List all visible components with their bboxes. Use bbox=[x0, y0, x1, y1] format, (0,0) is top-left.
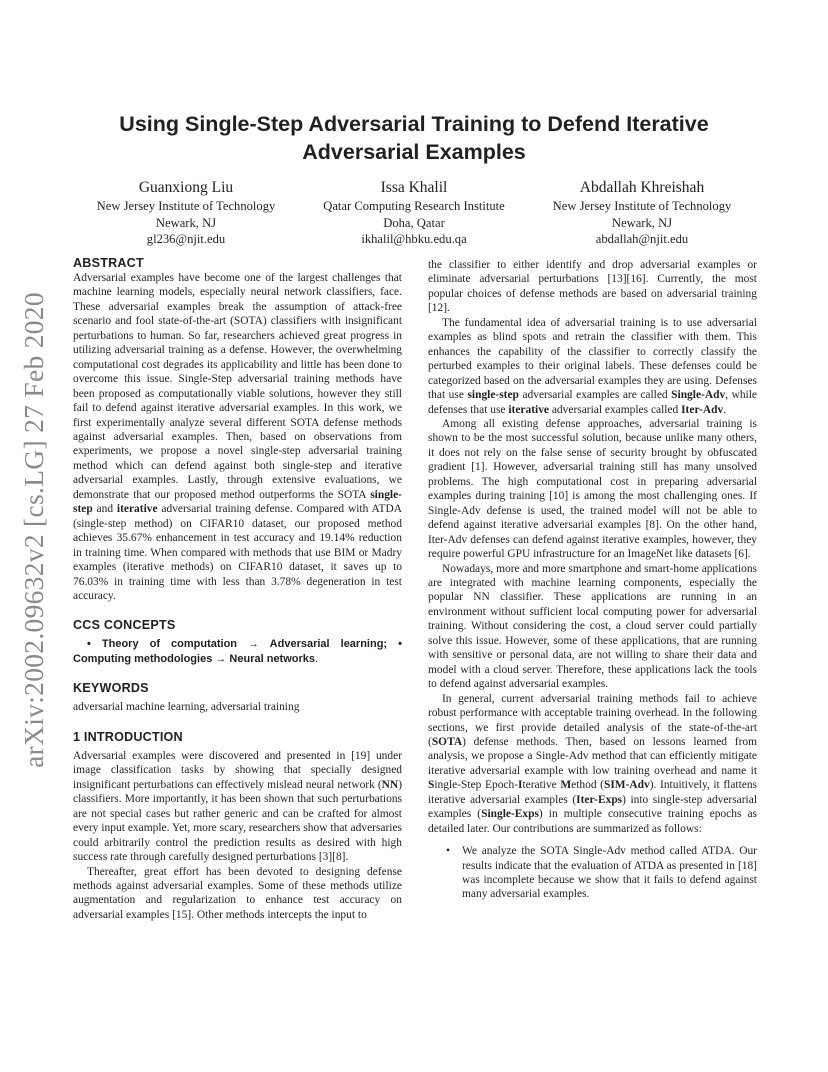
keywords-text: adversarial machine learning, adversarial training bbox=[73, 701, 300, 714]
intro-paragraph-2: Thereafter, great effort has been devoted to designing defense methods against adversarial examples. Some of these methods utilize augmentation and regularization to enhance test accuracy on adversarial examples [15]. Other methods intercepts the input to bbox=[73, 865, 402, 921]
arxiv-identifier-text: arXiv:2002.09632v2 [cs.LG] 27 Feb 2020 bbox=[18, 292, 49, 768]
intro-paragraph-5: Among all existing defense approaches, adversarial training is shown to be the most successful solution, because unlike many others, it does not rely on the false sense of security brought by obfuscated gradient [1]. However, adversarial training still has many unsolved problems. The high computational cost in preparing adversarial examples during training [10] is among the most challenging ones. If Single-Adv defense is used, the trained model will not be able to defend against iterative adversarial examples [8]. On the other hand, Iter-Adv defenses can defend against iterative examples, however, they require powerful GPU infrastructure for an ImageNet like datasets [6]. bbox=[428, 417, 757, 561]
author-name: Abdallah Khreishah bbox=[579, 179, 705, 196]
author-affiliation: New Jersey Institute of Technology bbox=[96, 199, 276, 213]
author-location: Doha, Qatar bbox=[383, 215, 445, 230]
author-location: Newark, NJ bbox=[155, 215, 217, 230]
author-block bbox=[72, 178, 756, 248]
author-email: abdallah@njit.edu bbox=[595, 232, 689, 246]
author-2 bbox=[300, 178, 528, 248]
contributions-list bbox=[428, 844, 757, 902]
left-column bbox=[73, 255, 402, 922]
abstract-text: Adversarial examples have become one of the largest challenges that machine learning models, especially neural network classifiers, face. These adversarial examples break the assumption of attack-free scenario and fool state-of-the-art (SOTA) classifiers with insignificant perturbations to human. So far, researchers achieved great progress in utilizing adversarial training as a defense. However, the overwhelming computational cost degrades its applicability and little has been done to overcome this issue. Single-Step adversarial training methods have been proposed as computationally viable solutions, however they still fail to defend against iterative adversarial examples. In this work, we first experimentally analyze several different SOTA defense methods against adversarial examples. Then, based on observations from experiments, we propose a novel single-step adversarial training method which can defend against both single-step and iterative adversarial examples. Lastly, through extensive evaluations, we demonstrate that our proposed method outperforms the SOTA single-step and iterative adversarial training defense. Compared with ATDA (single-step method) on CIFAR10 dataset, our proposed method achieves 35.67% enhancement in test accuracy and 19.14% reduction in training time. When compared with methods that use BIM or Madry examples (iterative methods) on CIFAR10 dataset, it saves up to 76.03% in training time with less than 3.78% degeneration in test accuracy. bbox=[73, 272, 403, 602]
author-email: gl236@njit.edu bbox=[146, 232, 226, 246]
author-1 bbox=[72, 178, 300, 248]
arxiv-identifier bbox=[9, 290, 59, 770]
author-3 bbox=[528, 178, 756, 248]
author-name: Guanxiong Liu bbox=[138, 179, 234, 196]
ccs-concepts: • Theory of computation → Adversarial learning; • Computing methodologies → Neural networks. bbox=[73, 638, 402, 665]
intro-paragraph-3: the classifier to either identify and drop adversarial examples or eliminate adversarial perturbations [13][16]. Currently, the most popular choices of defense methods are based on adversarial training [12]. bbox=[428, 259, 757, 315]
introduction-heading: 1 INTRODUCTION bbox=[73, 729, 183, 744]
right-column bbox=[428, 258, 757, 902]
author-name: Issa Khalil bbox=[380, 179, 448, 196]
author-affiliation: New Jersey Institute of Technology bbox=[552, 199, 732, 213]
author-email: ikhalil@hbku.edu.qa bbox=[361, 232, 467, 246]
intro-paragraph-1: Adversarial examples were discovered and presented in [19] under image classification tasks by showing that specially designed insignificant perturbations can effectively mislead neural network (NN) classifiers. More importantly, it has been shown that such perturbations are not special cases but rather generic and can be crafted for almost every input example. Yet, more scary, researchers show that adversaries could arbitrarily control the prediction results as desired with high success rate through carefully designed perturbations [3][8]. bbox=[73, 749, 402, 864]
paper-title: Using Single-Step Adversarial Training to Defend Iterative Adversarial Examples bbox=[119, 112, 709, 164]
intro-paragraph-6: Nowadays, more and more smartphone and smart-home applications are integrated with machine learning components, especially the popular NN classifier. These applications are running in an environment without sufficient local computing power for adversarial training. Without considering the cost, a cloud server could partially solve this issue. However, some of these applications, that are running with sensitive or personal data, are not willing to share their data and model with a cloud server. Therefore, these applications lack the tools to defend against adversarial examples. bbox=[428, 562, 757, 691]
author-affiliation: Qatar Computing Research Institute bbox=[323, 199, 505, 213]
author-location: Newark, NJ bbox=[611, 215, 673, 230]
intro-paragraph-4: The fundamental idea of adversarial training is to use adversarial examples as blind spots and retrain the classifier with them. This enhances the capability of the classifier to correctly classify the perturbed examples to their original labels. These defenses could be categorized based on the adversarial examples they are using. Defenses that use single-step adversarial examples are called Single-Adv, while defenses that use iterative adversarial examples called Iter-Adv. bbox=[428, 316, 757, 416]
abstract-heading: ABSTRACT bbox=[73, 256, 144, 270]
list-item: • We analyze the SOTA Single-Adv method called ATDA. Our results indicate that the evaluation of ATDA as presented in [18] was incomplete because we show that it fails to defend against many adversarial examples. bbox=[446, 844, 757, 902]
intro-paragraph-7: In general, current adversarial training methods fail to achieve robust performance with acceptable training overhead. In the following sections, we first provide detailed analysis of the state-of-the-art (SOTA) defense methods. Then, based on lessons learned from analysis, we propose a Single-Adv method that can efficiently mitigate iterative adversarial example with low training overhead and name it Single-Step Epoch-Iterative Method (SIM-Adv). Intuitively, it flattens iterative adversarial examples (Iter-Exps) into single-step adversarial examples (Single-Exps) in multiple consecutive training epochs as detailed later. Our contributions are summarized as follows: bbox=[428, 692, 757, 835]
ccs-heading: CCS CONCEPTS bbox=[73, 618, 176, 633]
keywords-heading: KEYWORDS bbox=[73, 681, 149, 696]
